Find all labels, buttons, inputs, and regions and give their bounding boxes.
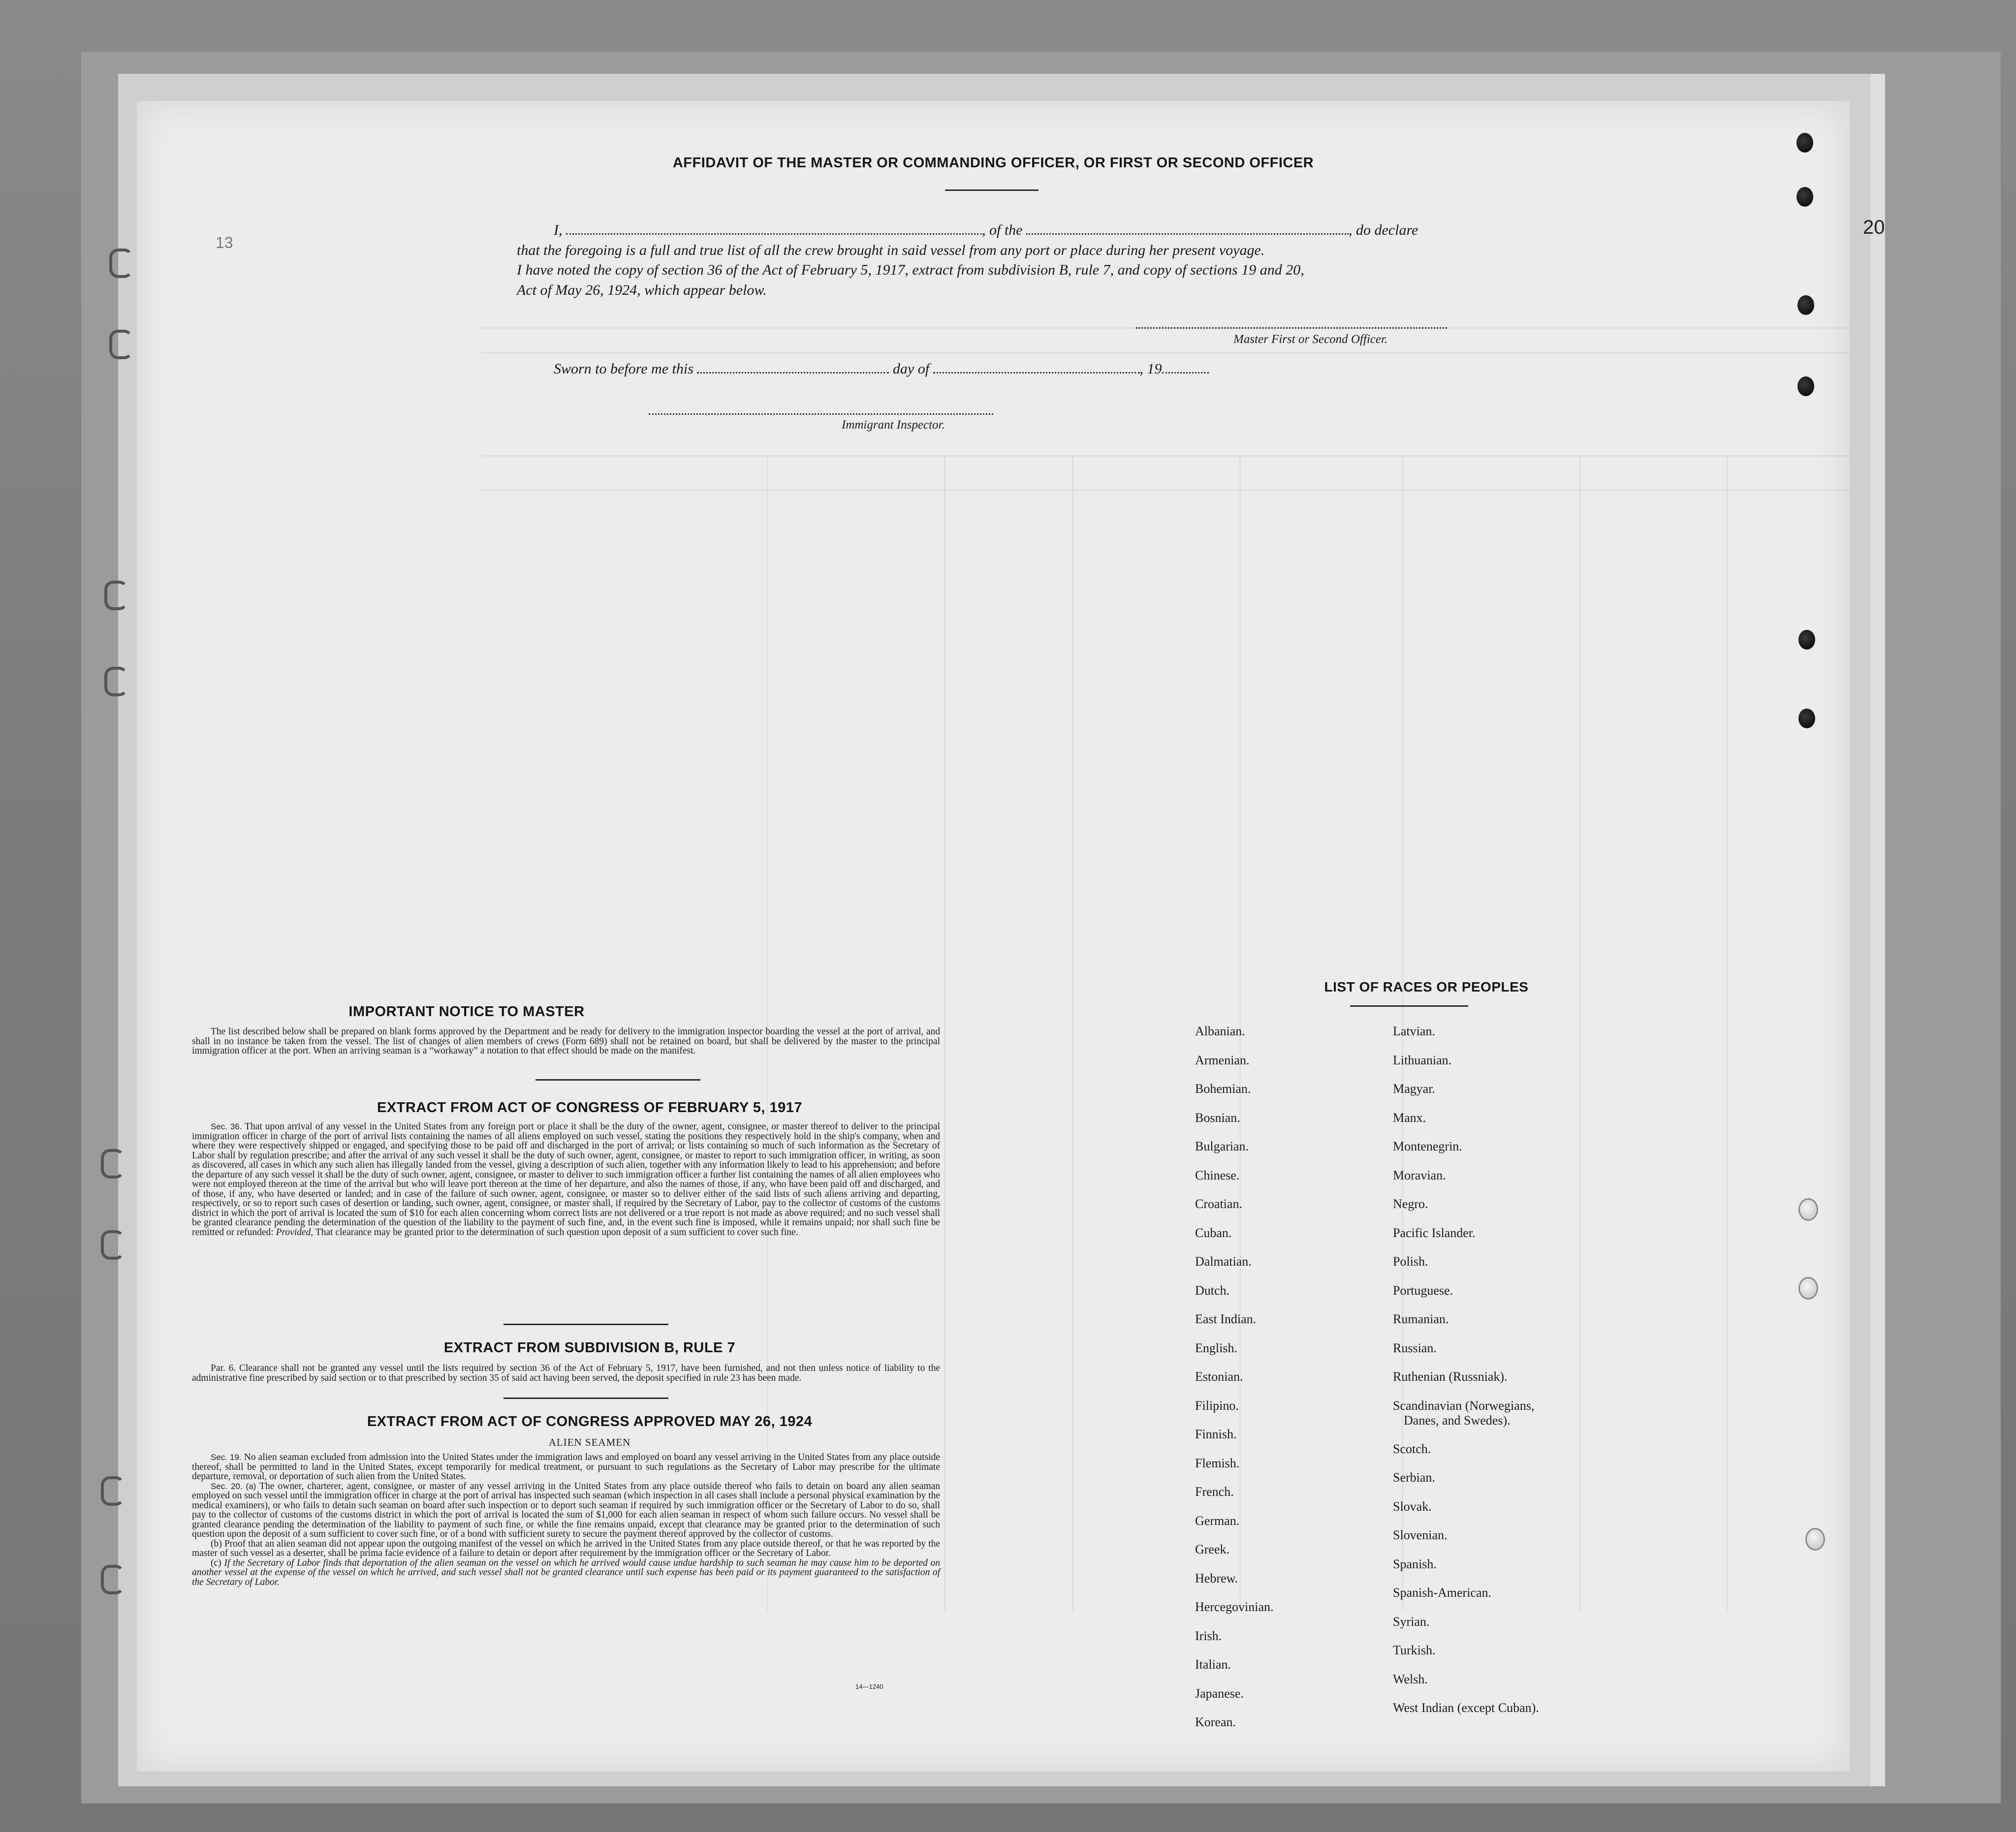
binder-clip-icon	[104, 581, 128, 610]
race-item: Bosnian.	[1195, 1110, 1240, 1125]
punch-hole-icon	[1798, 630, 1815, 650]
race-item: Hercegovinian.	[1195, 1600, 1274, 1614]
sworn-month-field[interactable]	[933, 361, 1140, 373]
race-item: Rumanian.	[1393, 1312, 1449, 1326]
declaration-line-1	[554, 222, 1418, 239]
race-item: Negro.	[1393, 1197, 1428, 1211]
master-signature-field[interactable]	[1136, 327, 1447, 329]
race-item: Croatian.	[1195, 1197, 1243, 1211]
race-item: Irish.	[1195, 1628, 1222, 1643]
officer-name-field[interactable]	[566, 222, 982, 235]
race-item: Bulgarian.	[1195, 1139, 1249, 1153]
section-20b-body: Proof that an alien seaman did not appear upon the outgoing manifest of the vessel on which he arrived in the United States from any place outside thereof, or that he was reported by the master of such vessel as a deserter, shall be prima facie evidence of a failure to detain or deport after requirement by the immigration officer or the Secretary of Labor.	[192, 1538, 940, 1558]
race-item: Filipino.	[1195, 1398, 1239, 1413]
section-19-label: Sec. 19.	[211, 1453, 242, 1462]
race-item: East Indian.	[1195, 1312, 1257, 1326]
sworn-year-prefix: , 19	[1139, 361, 1162, 377]
proviso-label: Provided,	[276, 1227, 314, 1238]
race-item: Dutch.	[1195, 1283, 1230, 1298]
section-36-body: That upon arrival of any vessel in the United States from any foreign port or place it shall be the duty of the owner, agent, consignee, or master thereof to deliver to the principal immigration officer in charge of the port of arrival lists containing the names of all aliens employed on such vessel, stating the positions they respectively hold in the ship's company, when and where they were respectively shipped or engaged, and specifying those to be paid off and discharged in the port of arrival; or lists containing so much of such information as the Secretary of Labor shall by regulation prescribe; and after the arrival of any such vessel it shall be the duty of such owner, agent, consignee, or master to report to such immigration officer, in writing, as soon as discovered, all cases in which any such alien has illegally landed from the vessel, giving a description of such alien, together with any information likely to lead to his apprehension; and before the departure of any such vessel it shall be the duty of such owner, agent, consignee, or master to deliver to such immigration officer a further list containing the names of all alien employees who were not employed thereon at the time of the arrival but who will leave port thereon at the time of her departure, and also the names of those, if any, who have been paid off and discharged, and of those, if any, who have deserted or landed; and in case of the failure of such owner, agent, consignee, or master so to deliver either of the said lists of such aliens arriving and departing, respectively, or so to report such cases of desertion or landing, such owner, agent, consignee, or master shall, if required by the Secretary of Labor, pay to the collector of customs of the customs district in which the port of arrival is located the sum of $10 for each alien concerning whom correct lists are not delivered or a true report is not made as above required; and no such vessel shall be granted clearance pending the determination of the question of the liability to the payment of such fine, and, in the event such fine is imposed, while it remains unpaid; nor shall such fine be remitted or refunded:	[192, 1121, 940, 1238]
affidavit-page	[137, 101, 1850, 1771]
race-item: Albanian.	[1195, 1024, 1245, 1038]
section-rule	[536, 1079, 700, 1081]
alien-seamen-subtitle: ALIEN SEAMEN	[548, 1436, 631, 1448]
race-item: Ruthenian (Russniak).	[1393, 1369, 1508, 1384]
race-item: Moravian.	[1393, 1168, 1446, 1182]
race-item: Manx.	[1393, 1110, 1426, 1125]
race-item: French.	[1195, 1485, 1234, 1499]
race-item: West Indian (except Cuban).	[1393, 1701, 1539, 1715]
race-item: Welsh.	[1393, 1672, 1428, 1686]
punch-hole-icon	[1797, 295, 1814, 315]
master-signature-label: Master First or Second Officer.	[1233, 333, 1388, 346]
race-item: Spanish.	[1393, 1556, 1437, 1571]
sworn-day-field[interactable]	[697, 361, 889, 373]
extract-1917-title: EXTRACT FROM ACT OF CONGRESS OF FEBRUARY 5, 1917	[377, 1100, 803, 1116]
race-item: Finnish.	[1195, 1427, 1237, 1441]
declaration-line-4: Act of May 26, 1924, which appear below.	[517, 282, 767, 298]
section-rule	[504, 1397, 668, 1399]
races-list-left	[1195, 1017, 1274, 1737]
race-item: Chinese.	[1195, 1168, 1240, 1182]
binder-clip-icon	[101, 1476, 125, 1506]
title-rule	[945, 189, 1039, 191]
race-item: Russian.	[1393, 1340, 1437, 1355]
extract-1917-text	[192, 1122, 940, 1237]
section-20a-label: Sec. 20. (a)	[211, 1481, 256, 1491]
race-item: Armenian.	[1195, 1053, 1250, 1067]
race-item: Pacific Islander.	[1393, 1225, 1476, 1240]
notice-paragraph: The list described below shall be prepared on blank forms approved by the Department and be ready for delivery to the immigration inspector boarding the vessel at the port of arrival, and shall in no instance be taken from the vessel. The list of changes of alien members of crews (Form 689) shall not be retained on board, but shall be delivered by the master to the principal immigration officer at the port. When an arriving seaman is a “workaway” a notation to that effect should be made on the manifest.	[192, 1026, 940, 1056]
race-item: Montenegrin.	[1393, 1139, 1462, 1153]
extract-1924-title: EXTRACT FROM ACT OF CONGRESS APPROVED MAY 26, 1924	[367, 1414, 813, 1429]
inspector-signature-field[interactable]	[649, 413, 993, 415]
race-item: Lithuanian.	[1393, 1053, 1452, 1067]
declaration-line-3: I have noted the copy of section 36 of the Act of February 5, 1917, extract from subdivision B, rule 7, and copy of sections 19 and 20,	[517, 262, 1304, 278]
proviso-body: That clearance may be granted prior to the determination of such question upon deposit of a sum sufficient to cover such fine.	[315, 1227, 798, 1238]
race-item: Japanese.	[1195, 1686, 1244, 1701]
race-item: Magyar.	[1393, 1082, 1435, 1096]
affidavit-title: AFFIDAVIT OF THE MASTER OR COMMANDING OFFICER, OR FIRST OR SECOND OFFICER	[672, 155, 1314, 171]
race-item: Korean.	[1195, 1715, 1236, 1729]
race-item: Flemish.	[1195, 1456, 1240, 1470]
race-item: Cuban.	[1195, 1225, 1232, 1240]
binder-clip-icon	[104, 667, 128, 696]
race-item: Dalmatian.	[1195, 1254, 1252, 1269]
punch-hole-icon	[1797, 376, 1814, 396]
race-item: Slovenian.	[1393, 1528, 1448, 1542]
race-item: German.	[1195, 1513, 1240, 1528]
section-rule	[504, 1324, 668, 1325]
binder-clip-icon	[109, 248, 133, 278]
section-19-body: No alien seaman excluded from admission into the United States under the immigration laws and employed on board any vessel arriving in the United States from any place outside thereof, shall be permitted to land in the United States, except temporarily for medical treatment, or pursuant to such regulations as the Secretary of Labor may prescribe for the ultimate departure, removal, or deportation of such alien from the United States.	[192, 1452, 941, 1482]
extract-rule7-text	[192, 1364, 940, 1383]
declaration-i: I,	[554, 222, 563, 238]
binder-clip-icon	[109, 330, 133, 359]
extract-1924-text	[192, 1453, 940, 1587]
extract-rule7-title: EXTRACT FROM SUBDIVISION B, RULE 7	[443, 1340, 736, 1356]
notice-title: IMPORTANT NOTICE TO MASTER	[348, 1004, 585, 1020]
sworn-prefix: Sworn to before me this	[554, 361, 693, 377]
page-number: 20	[1863, 217, 1885, 238]
declaration-line-2: that the foregoing is a full and true list of all the crew brought in said vessel from any port or place during her present voyage.	[517, 242, 1265, 258]
race-item: Italian.	[1195, 1657, 1231, 1672]
punch-hole-icon	[1805, 1528, 1825, 1551]
binder-clip-icon	[101, 1149, 125, 1179]
sworn-day-of: day of	[892, 361, 930, 377]
notice-text	[192, 1027, 940, 1056]
punch-hole-icon	[1798, 709, 1815, 728]
sworn-line	[554, 361, 1209, 377]
race-item: Portuguese.	[1393, 1283, 1453, 1298]
race-item: Serbian.	[1393, 1470, 1435, 1485]
punch-hole-icon	[1796, 133, 1813, 153]
race-item: English.	[1195, 1340, 1237, 1355]
race-item: Scandinavian (Norwegians,	[1393, 1398, 1535, 1413]
race-item: Greek.	[1195, 1542, 1230, 1556]
race-item: Latvian.	[1393, 1024, 1435, 1038]
race-item: Syrian.	[1393, 1614, 1430, 1629]
race-item-multiline	[1393, 1392, 1539, 1435]
margin-stamp-number: 13	[216, 234, 233, 251]
punch-hole-icon	[1798, 1277, 1818, 1300]
race-item: Hebrew.	[1195, 1571, 1238, 1585]
race-item: Scotch.	[1393, 1441, 1431, 1456]
declaration-of-the: , of the	[982, 222, 1023, 238]
race-item: Polish.	[1393, 1254, 1428, 1269]
punch-hole-icon	[1798, 1198, 1818, 1221]
races-list-right	[1393, 1017, 1539, 1723]
races-title-rule	[1350, 1005, 1468, 1007]
section-20b-label: (b)	[211, 1538, 222, 1549]
section-20c-body: If the Secretary of Labor finds that deportation of the alien seaman on the vessel on which he arrived would cause undue hardship to such seaman he may cause him to be deported on another vessel at the expense of the vessel on which he arrived, and such vessel shall not be granted clearance until such expense has been paid or its payment guaranteed to the satisfaction of the Secretary of Labor.	[192, 1557, 941, 1587]
punch-hole-icon	[1796, 187, 1813, 207]
race-item: Slovak.	[1393, 1499, 1432, 1514]
race-item: Spanish-American.	[1393, 1585, 1492, 1600]
vessel-name-field[interactable]	[1026, 222, 1349, 235]
section-20a-body: The owner, charterer, agent, consignee, or master of any vessel arriving in the United States from any place outside thereof who fails to detain on board any alien seaman employed on such vessel until the immigration officer in charge at the port of arrival has inspected such seaman (which inspection in all cases shall include a personal physical examination by the medical examiners), or who fails to detain such seaman on board after such inspection or to deport such seaman if required by such immigration officer or the Secretary of Labor to do so, shall pay to the collector of customs of the customs district in which the port of arrival is located the sum of $1,000 for each alien seaman in respect of whom such failure occurs. No vessel shall be granted clearance pending the determination of the liability to payment of such fine, or while the fine remains unpaid, except that clearance may be granted prior to the determination of such question upon the deposit of a sum sufficient to cover such fine, or of a bond with sufficient surety to secure the payment thereof approved by the collector of customs.	[192, 1481, 940, 1539]
binder-clip-icon	[101, 1230, 125, 1260]
race-item: Turkish.	[1393, 1643, 1436, 1657]
section-36-label: Sec. 36.	[211, 1122, 242, 1131]
declaration-do-declare: , do declare	[1349, 222, 1418, 238]
race-item: Estonian.	[1195, 1369, 1243, 1384]
form-number: 14—1240	[855, 1683, 883, 1690]
rule7-paragraph: Par. 6. Clearance shall not be granted any vessel until the lists required by section 36 of the Act of February 5, 1917, have been furnished, and not then unless notice of liability to the administrative fine prescribed by said section or to that prescribed by section 35 of said act having been served, the deposit specified in rule 23 has been made.	[192, 1363, 940, 1383]
race-item-continued: Danes, and Swedes).	[1404, 1413, 1511, 1428]
binder-clip-icon	[101, 1565, 125, 1594]
section-20c-label: (c)	[211, 1557, 221, 1568]
race-item: Bohemian.	[1195, 1082, 1251, 1096]
races-title: LIST OF RACES OR PEOPLES	[1324, 979, 1529, 994]
sworn-year-field[interactable]	[1162, 361, 1209, 373]
inspector-signature-label: Immigrant Inspector.	[842, 418, 945, 432]
